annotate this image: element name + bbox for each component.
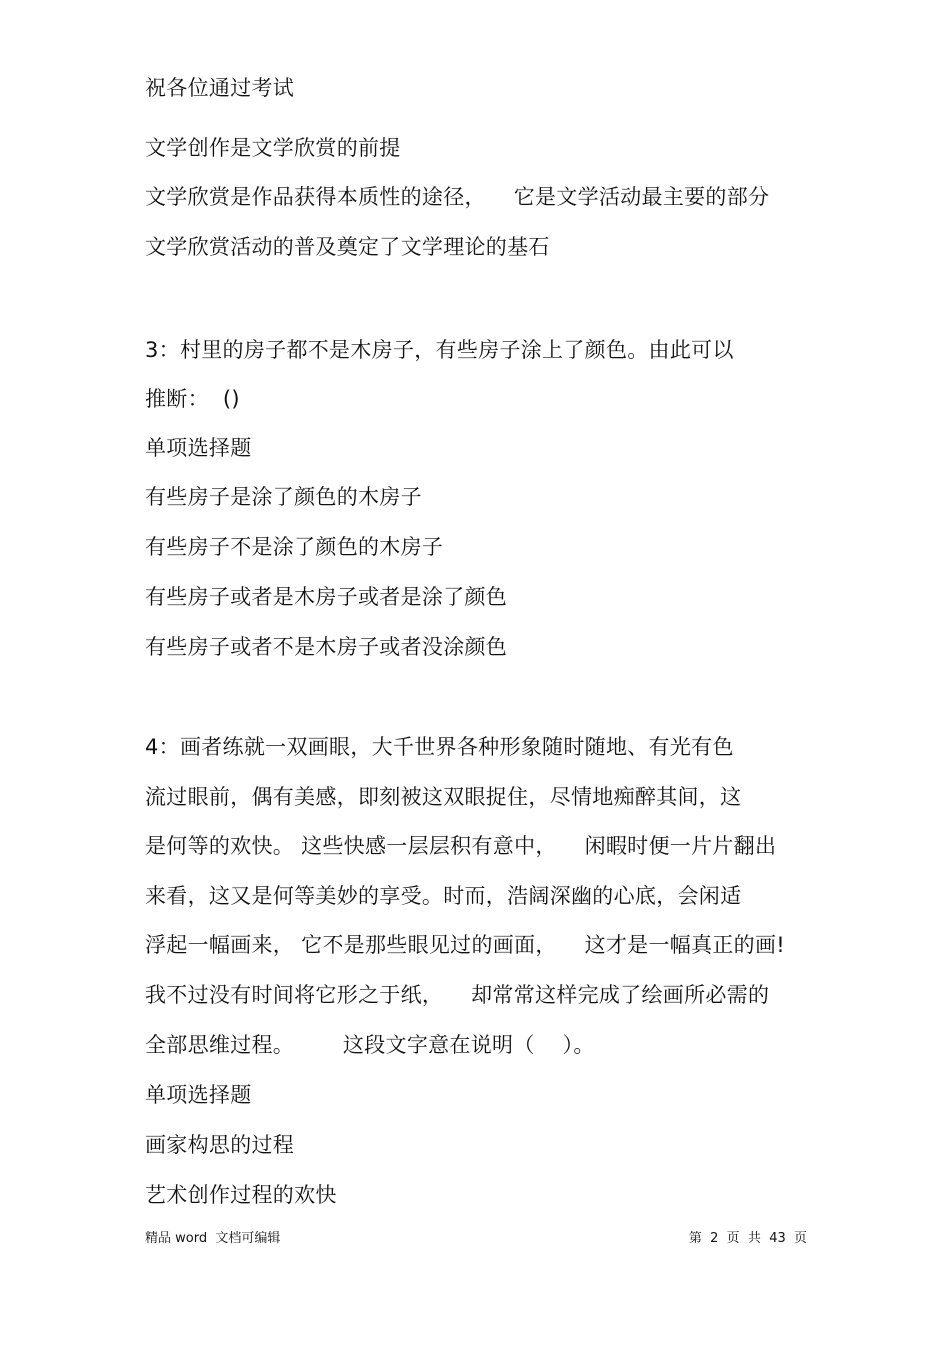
footer-left-text: 精品 word 文档可编辑 — [145, 1231, 281, 1246]
option-line: 文学欣赏活动的普及奠定了文学理论的基石 — [145, 235, 550, 259]
question-4-text: 4：画者练就一双画眼，大千世界各种形象随时随地、有光有色 — [145, 735, 734, 759]
page-number: 第 2 页 共 43 页 — [688, 1231, 807, 1246]
question-3-text: 3：村里的房子都不是木房子，有些房子涂上了颜色。由此可以 — [145, 338, 734, 362]
question-3-text: 推断： () — [145, 387, 240, 411]
question-4-text: 我不过没有时间将它形之于纸， 却常常这样完成了绘画所必需的 — [145, 983, 770, 1007]
option-line: 有些房子不是涂了颜色的木房子 — [145, 535, 444, 559]
question-4-text: 浮起一幅画来， 它不是那些眼见过的画面， 这才是一幅真正的画! — [145, 933, 785, 957]
option-line: 有些房子是涂了颜色的木房子 — [145, 485, 422, 509]
option-line: 有些房子或者不是木房子或者没涂颜色 — [145, 635, 508, 659]
option-line: 文学创作是文学欣赏的前提 — [145, 136, 401, 160]
header-wish-line: 祝各位通过考试 — [145, 76, 295, 100]
question-4-text: 来看，这又是何等美妙的享受。时而，浩阔深幽的心底，会闲适 — [145, 884, 742, 908]
option-line: 有些房子或者是木房子或者是涂了颜色 — [145, 585, 508, 609]
question-4-text: 流过眼前，偶有美感，即刻被这双眼捉住，尽情地痴醉其间，这 — [145, 785, 742, 809]
option-line: 画家构思的过程 — [145, 1133, 295, 1157]
question-4-text: 全部思维过程。 这段文字意在说明（ ）。 — [145, 1033, 595, 1057]
option-line: 文学欣赏是作品获得本质性的途径， 它是文学活动最主要的部分 — [145, 185, 770, 209]
question-type-label: 单项选择题 — [145, 436, 252, 460]
question-4-text: 是何等的欢快。 这些快感一层层积有意中， 闲暇时便一片片翻出 — [145, 834, 777, 858]
question-type-label: 单项选择题 — [145, 1083, 252, 1107]
option-line: 艺术创作过程的欢快 — [145, 1183, 337, 1207]
